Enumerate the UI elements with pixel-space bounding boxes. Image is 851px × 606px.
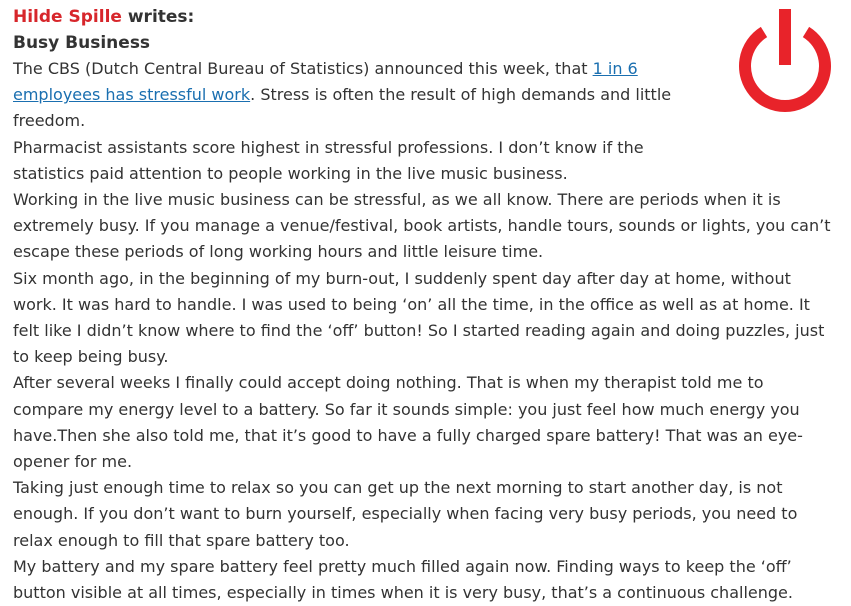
post-title: Busy Business — [13, 33, 151, 53]
byline — [13, 4, 838, 30]
paragraph-7: My battery and my spare battery feel pretty much filled again now. Finding ways to keep the ‘off’ button visible at all times, especially in times when it is very busy, that’s a continuous challenge. — [13, 556, 793, 603]
paragraph-4: Six month ago, in the beginning of my burn-out, I suddenly spent day after day at home, without work. It was hard to handle. I was used to being ‘on’ all the time, in the office as well as at home. It felt like I didn’t know where to find the ‘off’ button! So I started reading again and doing puzzles, just to keep being busy. — [13, 268, 825, 367]
byline-writes: writes: — [121, 7, 195, 27]
paragraph-1-end: . Stress is often the result of high demands and little freedom. — [13, 85, 672, 131]
employees-stress-link[interactable]: 1 in 6 employees has stressful work — [13, 59, 638, 105]
author-name: Hilde Spille — [13, 7, 122, 27]
paragraph-5: After several weeks I finally could accept doing nothing. That is when my therapist told me to compare my energy level to a battery. So far it sounds simple: you just feel how much energy you have.Then she also told me, that it’s good to have a fully charged spare battery! That was an eye-opener for me. — [13, 373, 803, 472]
paragraph-3: Working in the live music business can be stressful, as we all know. There are periods when it is extremely busy. If you manage a venue/festival, book artists, handle tours, sounds or lights, you can’t escape these periods of long working hours and little leisure time. — [13, 190, 831, 262]
paragraph-2: Pharmacist assistants score highest in stressful professions. I don’t know if the statistics paid attention to people working in the live music business. — [13, 137, 644, 183]
power-icon — [734, 8, 836, 114]
post-body — [13, 56, 838, 606]
paragraph-6: Taking just enough time to relax so you can get up the next morning to start another day, is not enough. If you don’t want to burn yourself, especially when facing very busy periods, you need to relax enough to fill that spare battery too. — [13, 478, 798, 550]
paragraph-1 — [13, 56, 713, 135]
paragraph-1-start: The CBS (Dutch Central Bureau of Statistics) announced this week, that — [13, 59, 593, 78]
